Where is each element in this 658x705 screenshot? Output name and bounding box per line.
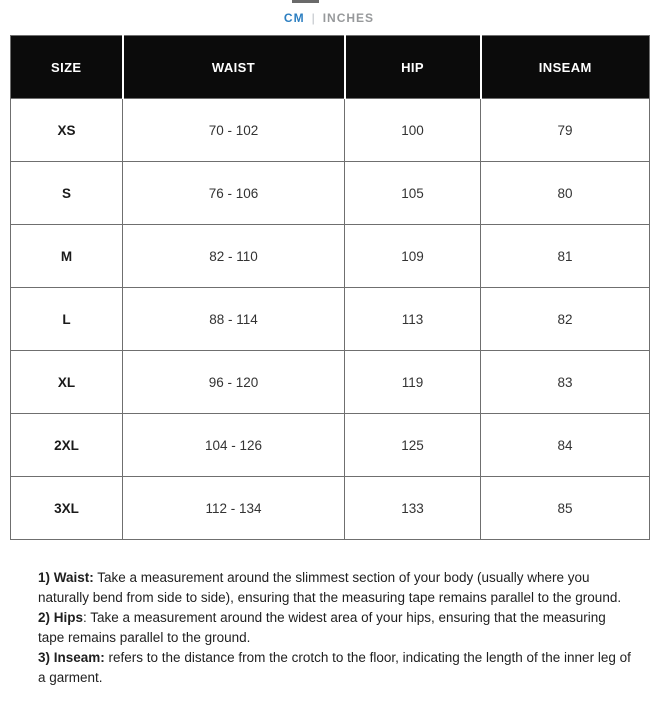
unit-cm-link[interactable]: CM [283,11,305,25]
cell-waist: 112 - 134 [123,477,345,540]
table-row [11,225,650,288]
cell-inseam: 81 [481,225,650,288]
unit-separator: | [311,11,316,25]
table-row [11,414,650,477]
cell-hip: 113 [345,288,481,351]
column-header-hip: HIP [345,36,481,99]
note-label: 1) Waist: [38,570,94,585]
cell-hip: 125 [345,414,481,477]
cell-inseam: 83 [481,351,650,414]
cell-size: L [11,288,123,351]
cell-size: 3XL [11,477,123,540]
cell-waist: 88 - 114 [123,288,345,351]
cell-waist: 76 - 106 [123,162,345,225]
cell-size: S [11,162,123,225]
note-text: refers to the distance from the crotch to the floor, indicating the length of the inner leg of a garment. [38,650,631,685]
column-header-size: SIZE [11,36,123,99]
cell-inseam: 85 [481,477,650,540]
table-header-row [11,36,650,99]
cell-hip: 109 [345,225,481,288]
unit-toggle [0,11,658,25]
cell-waist: 96 - 120 [123,351,345,414]
table-row [11,99,650,162]
cell-inseam: 82 [481,288,650,351]
cell-waist: 82 - 110 [123,225,345,288]
cell-hip: 100 [345,99,481,162]
cell-waist: 104 - 126 [123,414,345,477]
cell-inseam: 80 [481,162,650,225]
note-text: : Take a measurement around the widest area of your hips, ensuring that the measuring tape remains parallel to the ground. [38,610,606,645]
table-row [11,162,650,225]
cell-inseam: 79 [481,99,650,162]
cell-hip: 133 [345,477,481,540]
cell-inseam: 84 [481,414,650,477]
measurement-notes [38,568,632,688]
size-table-body [11,99,650,540]
cell-size: XL [11,351,123,414]
table-row [11,288,650,351]
cell-hip: 119 [345,351,481,414]
size-chart-table [10,35,650,540]
note-text: Take a measurement around the slimmest section of your body (usually where you naturally bend from side to side), ensuring that the measuring tape remains parallel to the ground. [38,570,622,605]
unit-inches-link[interactable]: INCHES [322,11,375,25]
cell-size: XS [11,99,123,162]
note-label: 2) Hips [38,610,84,625]
note-label: 3) Inseam: [38,650,105,665]
note-item [38,648,632,688]
cropped-element-top [292,0,319,3]
column-header-waist: WAIST [123,36,345,99]
note-item [38,568,632,608]
cell-size: M [11,225,123,288]
table-row [11,351,650,414]
cell-hip: 105 [345,162,481,225]
column-header-inseam: INSEAM [481,36,650,99]
cell-size: 2XL [11,414,123,477]
cell-waist: 70 - 102 [123,99,345,162]
table-row [11,477,650,540]
note-item [38,608,632,648]
